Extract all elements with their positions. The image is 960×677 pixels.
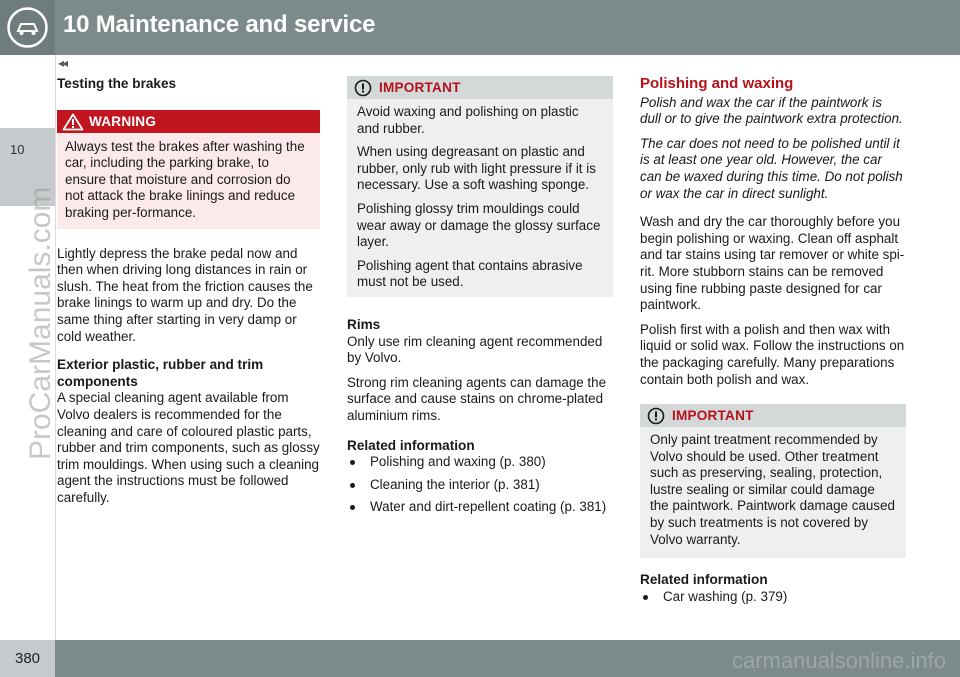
page-title: 10 Maintenance and service — [63, 11, 376, 38]
related-link-water-repellent[interactable]: Water and dirt-repellent coating (p. 381) — [347, 499, 613, 516]
warning-header — [57, 110, 320, 133]
column-3 — [640, 76, 906, 611]
rims-paragraph-2: Strong rim cleaning agents can damage the surface and cause stains on chrome-plated aluminium rims. — [347, 374, 607, 423]
important-exclamation-icon — [353, 79, 373, 99]
polish-intro-italic-2: The car does not need to be polished until it is at least one year old. However, the car can be waxed during this time. Do not polish or wax the car in direct sunlight. — [640, 135, 903, 201]
related-info-heading: Related information — [347, 437, 475, 453]
important-text-2: Only paint treatment recommended by Volvo should be used. Other treatment such as preserving, sealing, protection, lustre sealing or similar could damage the paintwork. Paintwork damage caused by such treatments is not covered by Volvo warranty. — [650, 432, 895, 547]
important-label-1: IMPORTANT — [379, 80, 461, 95]
important-body-1 — [347, 99, 613, 297]
column-1 — [57, 76, 320, 514]
rims-paragraph-1: Only use rim cleaning agent recommended by Volvo. — [347, 333, 603, 366]
back-arrows-icon[interactable]: ◂◂ — [58, 56, 67, 70]
page-number: 380 — [0, 640, 55, 677]
warning-text: Always test the brakes after washing the car, including the parking brake, to ensure that moisture and corrosion do not attack the brake linings and reduce braking per-formance. — [65, 138, 305, 220]
chapter-number: 10 — [10, 142, 25, 157]
related-link-cleaning-interior[interactable]: Cleaning the interior (p. 381) — [347, 477, 613, 494]
volvo-logo — [0, 0, 55, 55]
footer-bar — [0, 640, 960, 677]
car-service-icon — [6, 6, 49, 49]
polish-intro-italic-1: Polish and wax the car if the paintwork is dull or to give the paintwork extra protection. — [640, 94, 903, 127]
section-heading-polishing-waxing: Polishing and waxing — [640, 75, 794, 92]
brakes-paragraph: Lightly depress the brake pedal now and then when driving long distances in rain or slush. The heat from the friction causes the brake linings to warm up and dry. Do the same thing after starting in very damp or cold weather. — [57, 245, 313, 344]
subheading-exterior-plastic: Exterior plastic, rubber and trim components — [57, 357, 264, 389]
subheading-rims: Rims — [347, 316, 381, 332]
section-heading-testing-brakes: Testing the brakes — [57, 76, 177, 91]
warning-label: WARNING — [89, 113, 157, 129]
related-link-polishing-waxing[interactable]: Polishing and waxing (p. 380) — [347, 454, 613, 471]
important-paragraph: Polishing agent that contains abrasive must not be used. — [357, 257, 583, 290]
important-paragraph: Polishing glossy trim mouldings could wear away or damage the glossy surface layer. — [357, 200, 601, 250]
header-bar — [0, 0, 960, 55]
important-box-1 — [347, 76, 613, 297]
important-header-2 — [640, 404, 906, 427]
polish-paragraph-2: Polish first with a polish and then wax with liquid or solid wax. Follow the instructions on the packaging carefully. Many preparations contain both polish and wax. — [640, 321, 905, 387]
important-exclamation-icon — [646, 407, 666, 427]
exterior-plastic-paragraph: A special cleaning agent available from Volvo dealers is recommended for the cleaning and care of coloured plastic parts, rubber and trim components, such as glossy trim mouldings. When using such a cleaning agent the instructions must be followed carefully. — [57, 390, 320, 505]
column-2 — [347, 76, 613, 522]
important-box-2 — [640, 404, 906, 558]
related-link-car-washing[interactable]: Car washing (p. 379) — [640, 589, 906, 606]
important-paragraph: When using degreasant on plastic and rubber, only rub with light pressure if it is necessary. Use a soft washing sponge. — [357, 144, 596, 193]
related-info-list-2 — [640, 589, 906, 606]
related-info-heading-2: Related information — [640, 572, 768, 588]
important-header-1 — [347, 76, 613, 99]
watermark-vertical: ProCarManuals.com — [24, 186, 57, 460]
footer-watermark: carmanualsonline.info — [731, 648, 946, 673]
polish-paragraph-1: Wash and dry the car thoroughly before you begin polishing or waxing. Clean off asphalt and tar stains using tar remover or white spi-rit. More stubborn stains can be removed using fine rubbing paste designed for car paintwork. — [640, 214, 905, 313]
related-info-list — [347, 454, 613, 516]
important-label-2: IMPORTANT — [672, 408, 754, 424]
warning-box — [57, 110, 320, 229]
important-paragraph: Avoid waxing and polishing on plastic and rubber. — [357, 104, 579, 136]
warning-triangle-icon — [62, 113, 84, 131]
